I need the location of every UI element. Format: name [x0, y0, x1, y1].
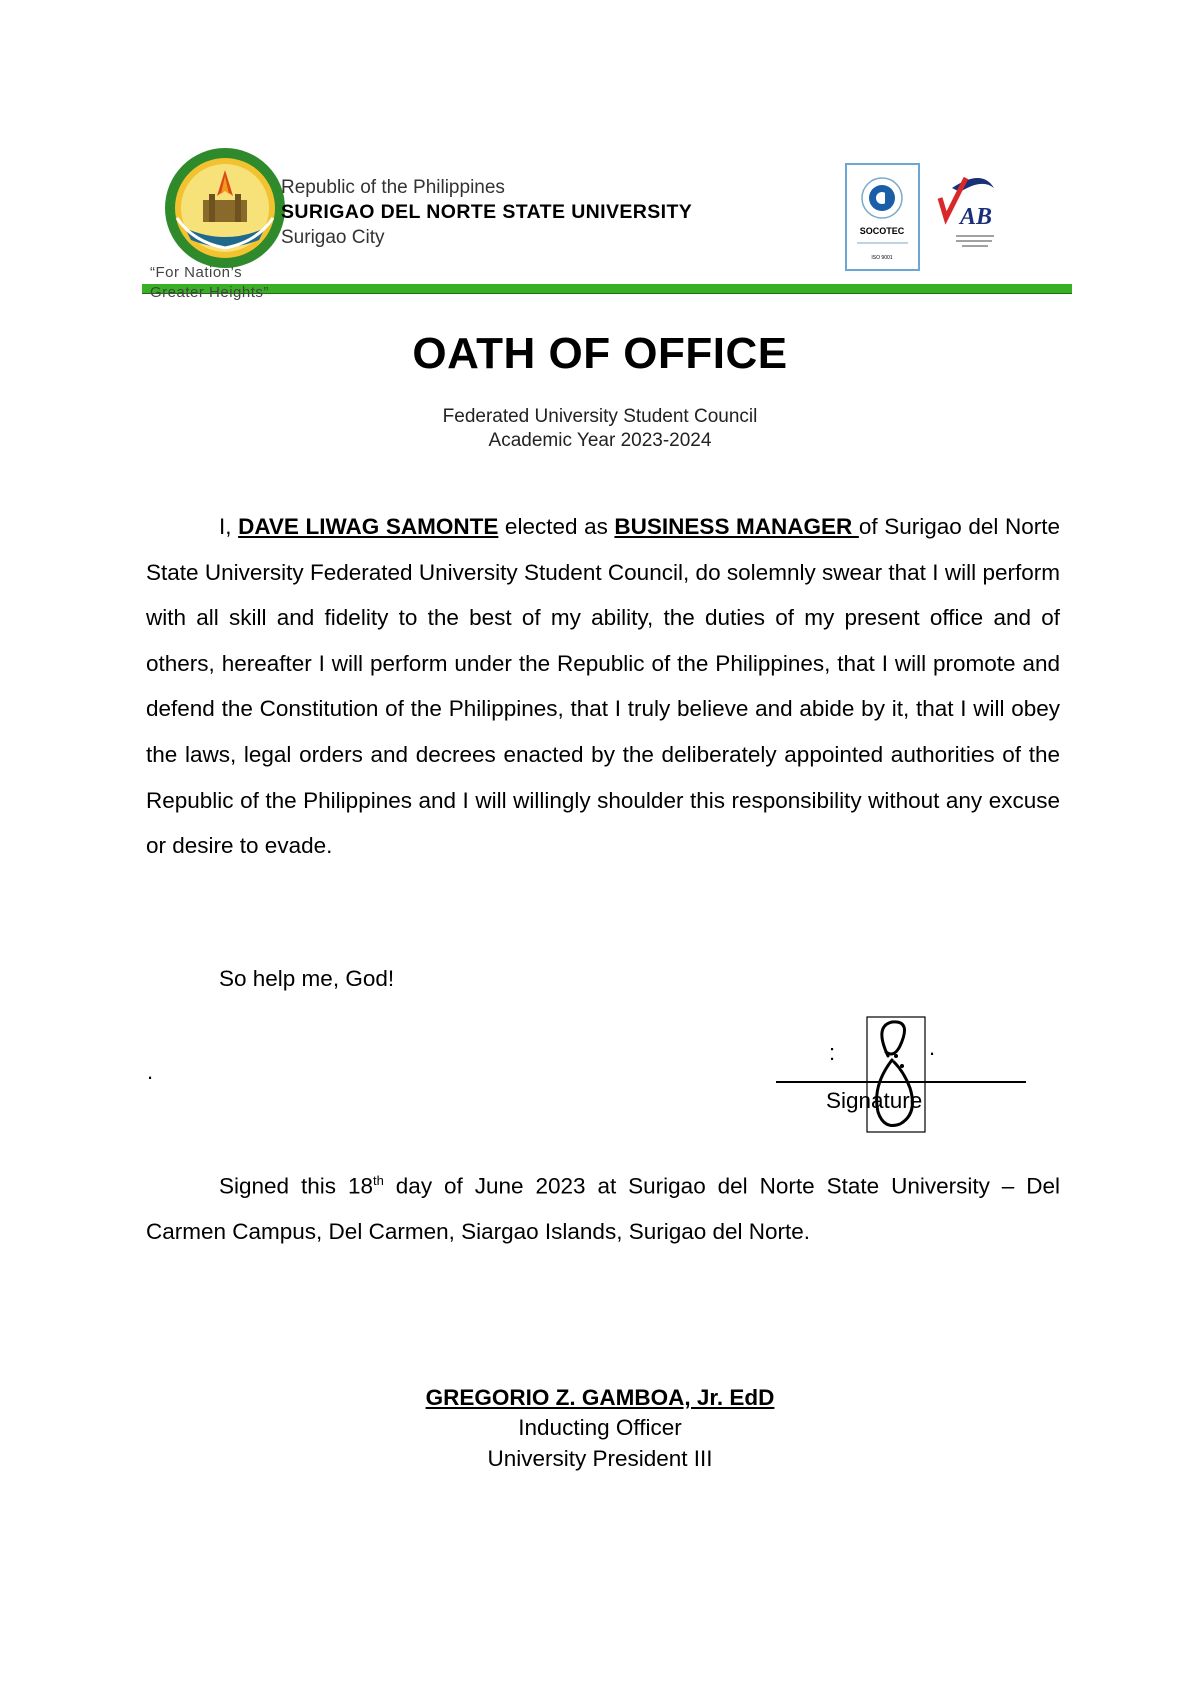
oath-paragraph: [146, 504, 1060, 869]
socotec-certification-logo: [845, 163, 920, 271]
stray-dot: .: [147, 1059, 154, 1084]
signed-prefix: Signed this 18: [219, 1173, 373, 1199]
signed-ordinal-suffix: th: [373, 1173, 384, 1188]
inducting-officer-name: GREGORIO Z. GAMBOA, Jr. EdD: [425, 1385, 775, 1410]
header-city: Surigao City: [281, 227, 385, 248]
inducting-officer-role: Inducting Officer: [518, 1415, 682, 1440]
council-name: Federated University Student Council: [442, 406, 758, 427]
oath-mid: elected as: [498, 514, 615, 539]
svg-text:ISO 9001: ISO 9001: [871, 255, 893, 261]
svg-text:SOCOTEC: SOCOTEC: [859, 226, 905, 236]
motto-line-1: “For Nation’s: [150, 264, 243, 281]
signature-colon: :: [829, 1040, 836, 1065]
svg-text:AB: AB: [960, 204, 993, 230]
university-seal-logo: [163, 146, 287, 270]
signature-dot: .: [929, 1035, 936, 1060]
handwritten-signature: [866, 1016, 926, 1133]
inducting-officer-title: University President III: [487, 1446, 713, 1471]
motto-line-2: Greater Heights”: [150, 284, 269, 301]
officer-elect-name: DAVE LIWAG SAMONTE: [238, 514, 499, 539]
academic-year: Academic Year 2023-2024: [488, 430, 712, 451]
document-title: OATH OF OFFICE: [412, 329, 788, 378]
signing-statement: [146, 1158, 1060, 1255]
header-divider: [142, 284, 1072, 294]
oath-pre-name: I,: [219, 514, 239, 539]
socotec-icon: [847, 165, 918, 269]
oath-text: of Surigao del Norte State University Federated University Student Council, do solemnly swear that I will perform with all skill and fidelity to the best of my ability, the duties of my present office and of others, hereafter I will perform under the Republic of the Philippines, that I will promote and defend the Constitution of the Philippines, that I truly believe and abide by it, that I will obey the laws, legal orders and decrees enacted by the deliberately appointed authorities of the Republic of the Philippines and I will willingly shoulder this responsibility without any excuse or desire to evade.: [146, 514, 1060, 859]
header-republic: Republic of the Philippines: [281, 177, 505, 198]
elected-position: BUSINESS MANAGER: [614, 514, 859, 539]
signature-label: Signature: [826, 1088, 923, 1113]
signed-suffix: day of June 2023 at Surigao del Norte State University – Del Carmen Campus, Del Carmen, Siargao Islands, Surigao del Norte.: [146, 1173, 1061, 1245]
pab-accreditation-logo: [922, 168, 1002, 264]
oath-closing: So help me, God!: [219, 966, 395, 991]
header-university-name: SURIGAO DEL NORTE STATE UNIVERSITY: [281, 201, 693, 223]
